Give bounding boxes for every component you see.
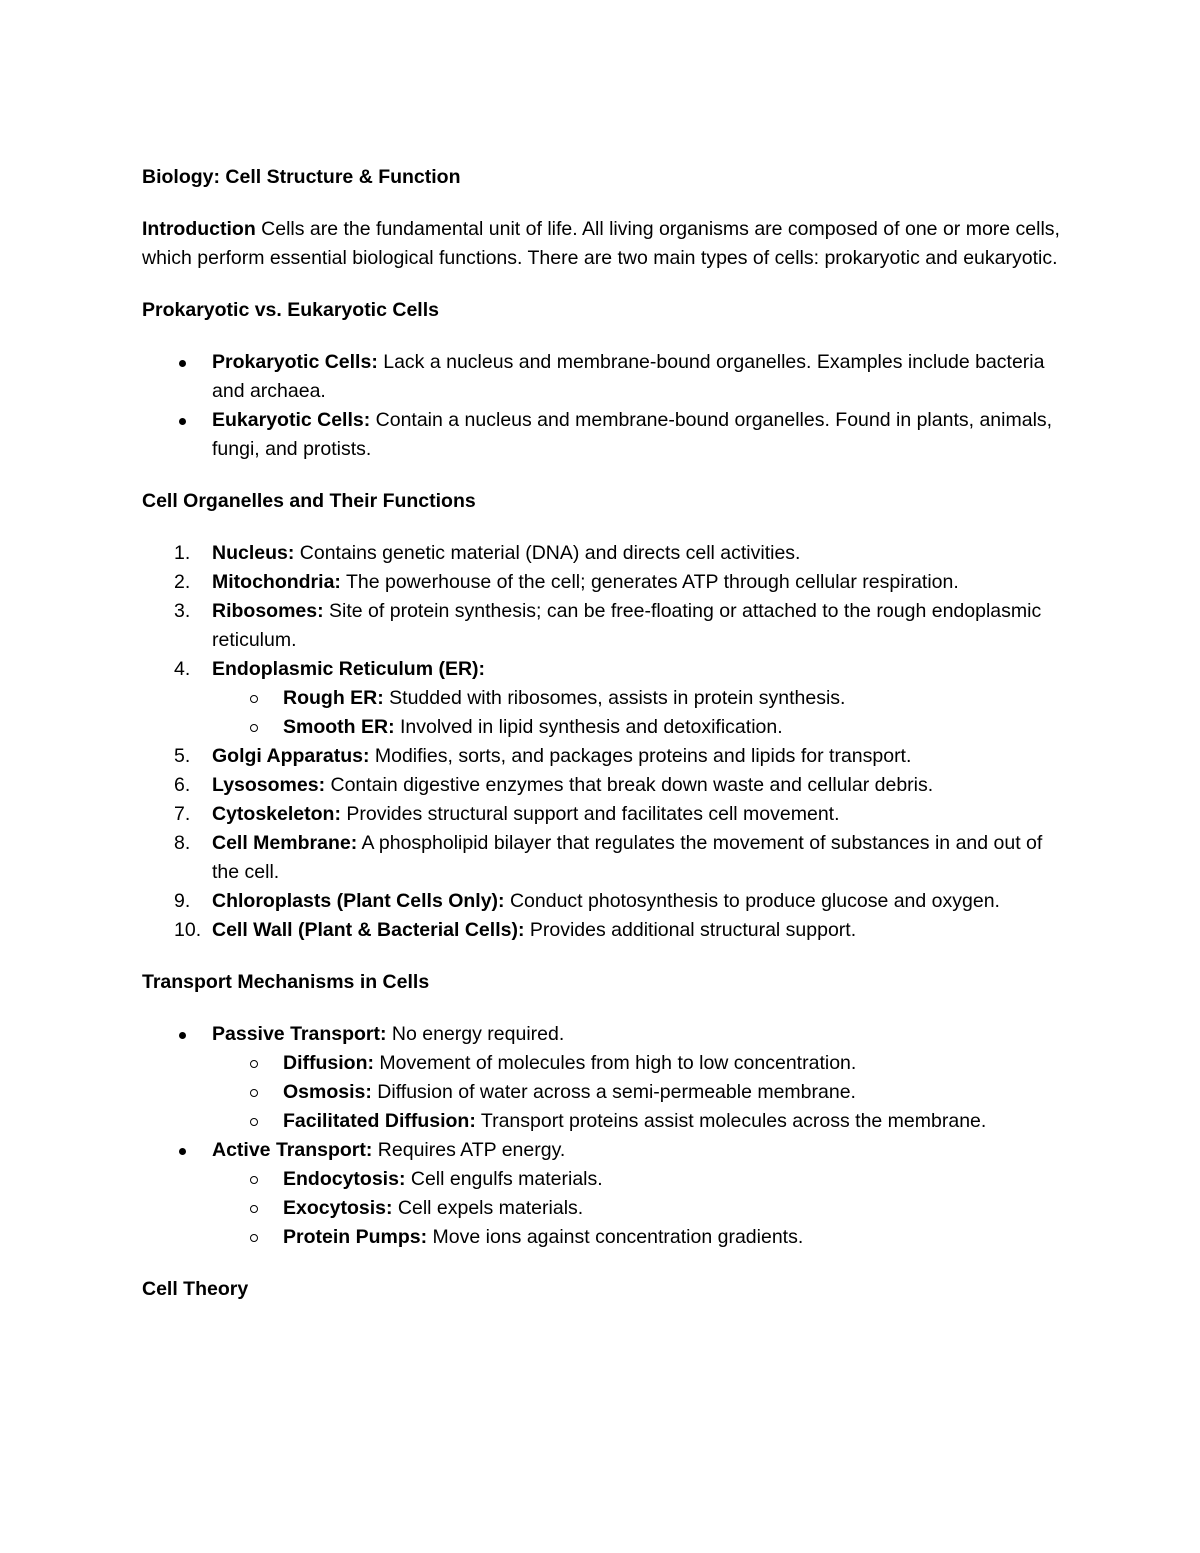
item-text: Site of protein synthesis; can be free-floating or attached to the rough endoplasmic reticulum. xyxy=(212,600,1042,651)
list-item xyxy=(142,771,1060,800)
list-item xyxy=(142,916,1060,945)
item-number: 1. xyxy=(174,542,191,564)
list-item xyxy=(142,568,1060,597)
list-item xyxy=(142,829,1060,887)
item-label: Cell Wall (Plant & Bacterial Cells): xyxy=(212,919,525,941)
bullet-icon xyxy=(250,1089,258,1097)
item-number: 9. xyxy=(174,890,191,912)
item-label: Cytoskeleton: xyxy=(212,803,341,825)
bullet-icon xyxy=(250,724,258,732)
sub-list-item xyxy=(212,1107,1060,1136)
bullet-icon xyxy=(250,1234,258,1242)
item-label: Chloroplasts (Plant Cells Only): xyxy=(212,890,505,912)
er-sublist xyxy=(212,684,1060,742)
active-sublist xyxy=(212,1165,1060,1252)
bullet-icon xyxy=(179,1148,186,1155)
introduction-text: Cells are the fundamental unit of life. All living organisms are composed of one or more cells, which perform essential biological functions. There are two main types of cells: prokaryotic and eukaryotic. xyxy=(142,218,1060,269)
item-number: 3. xyxy=(174,600,191,622)
bullet-icon xyxy=(179,360,186,367)
item-label: Prokaryotic Cells: xyxy=(212,351,378,373)
sub-list-item xyxy=(212,1078,1060,1107)
cell-types-list xyxy=(142,348,1060,464)
bullet-icon xyxy=(179,418,186,425)
item-number: 8. xyxy=(174,832,191,854)
document-title: Biology: Cell Structure & Function xyxy=(142,166,461,188)
list-item xyxy=(142,742,1060,771)
item-label: Mitochondria: xyxy=(212,571,341,593)
bullet-icon xyxy=(250,1118,258,1126)
item-text: Provides additional structural support. xyxy=(524,919,857,941)
list-item xyxy=(142,1020,1060,1136)
item-label: Osmosis: xyxy=(283,1081,372,1103)
section-heading-cell-theory: Cell Theory xyxy=(142,1278,249,1300)
introduction-label: Introduction xyxy=(142,218,256,240)
section-heading-organelles: Cell Organelles and Their Functions xyxy=(142,490,476,512)
item-label: Golgi Apparatus: xyxy=(212,745,370,767)
sub-list-item xyxy=(212,684,1060,713)
transport-list xyxy=(142,1020,1060,1252)
item-text: Studded with ribosomes, assists in protein synthesis. xyxy=(383,687,846,709)
item-text: Cell engulfs materials. xyxy=(405,1168,603,1190)
item-number: 10. xyxy=(174,919,202,941)
item-number: 2. xyxy=(174,571,191,593)
item-label: Active Transport: xyxy=(212,1139,373,1161)
list-item xyxy=(142,800,1060,829)
item-text: Cell expels materials. xyxy=(392,1197,584,1219)
item-label: Passive Transport: xyxy=(212,1023,387,1045)
item-label: Facilitated Diffusion: xyxy=(283,1110,476,1132)
item-number: 6. xyxy=(174,774,191,796)
item-label: Rough ER: xyxy=(283,687,384,709)
list-item xyxy=(142,348,1060,406)
item-text: Modifies, sorts, and packages proteins and lipids for transport. xyxy=(369,745,912,767)
item-text: Contains genetic material (DNA) and directs cell activities. xyxy=(294,542,801,564)
list-item xyxy=(142,1136,1060,1252)
item-text: Contain a nucleus and membrane-bound organelles. Found in plants, animals, fungi, and protists. xyxy=(212,409,1053,460)
organelles-list xyxy=(142,539,1060,945)
item-number: 4. xyxy=(174,658,191,680)
item-text: The powerhouse of the cell; generates ATP through cellular respiration. xyxy=(340,571,959,593)
bullet-icon xyxy=(250,695,258,703)
item-label: Nucleus: xyxy=(212,542,295,564)
item-text: Provides structural support and facilitates cell movement. xyxy=(340,803,840,825)
list-item xyxy=(142,406,1060,464)
item-label: Ribosomes: xyxy=(212,600,324,622)
item-text: Conduct photosynthesis to produce glucose and oxygen. xyxy=(504,890,1000,912)
item-text: Contain digestive enzymes that break down waste and cellular debris. xyxy=(325,774,934,796)
item-label: Endocytosis: xyxy=(283,1168,406,1190)
list-item xyxy=(142,887,1060,916)
section-heading-cell-types: Prokaryotic vs. Eukaryotic Cells xyxy=(142,299,439,321)
item-text: Requires ATP energy. xyxy=(372,1139,566,1161)
list-item xyxy=(142,539,1060,568)
section-heading-transport: Transport Mechanisms in Cells xyxy=(142,971,430,993)
item-text: Transport proteins assist molecules across the membrane. xyxy=(475,1110,987,1132)
sub-list-item xyxy=(212,1049,1060,1078)
bullet-icon xyxy=(179,1032,186,1039)
bullet-icon xyxy=(250,1176,258,1184)
passive-sublist xyxy=(212,1049,1060,1136)
item-text: No energy required. xyxy=(386,1023,565,1045)
sub-list-item xyxy=(212,1194,1060,1223)
list-item xyxy=(142,597,1060,655)
list-item xyxy=(142,655,1060,742)
item-text: Involved in lipid synthesis and detoxification. xyxy=(394,716,783,738)
item-label: Cell Membrane: xyxy=(212,832,358,854)
item-text: Diffusion of water across a semi-permeable membrane. xyxy=(371,1081,856,1103)
item-text: Movement of molecules from high to low concentration. xyxy=(373,1052,857,1074)
introduction-paragraph xyxy=(142,215,1060,273)
item-label: Protein Pumps: xyxy=(283,1226,428,1248)
item-text: Lack a nucleus and membrane-bound organelles. Examples include bacteria and archaea. xyxy=(212,351,1045,402)
sub-list-item xyxy=(212,1165,1060,1194)
item-label: Endoplasmic Reticulum (ER): xyxy=(212,658,486,680)
bullet-icon xyxy=(250,1060,258,1068)
sub-list-item xyxy=(212,1223,1060,1252)
item-number: 5. xyxy=(174,745,191,767)
sub-list-item xyxy=(212,713,1060,742)
bullet-icon xyxy=(250,1205,258,1213)
item-text: A phospholipid bilayer that regulates the movement of substances in and out of the cell. xyxy=(212,832,1043,883)
item-text: Move ions against concentration gradients. xyxy=(427,1226,804,1248)
item-label: Lysosomes: xyxy=(212,774,326,796)
item-label: Eukaryotic Cells: xyxy=(212,409,371,431)
item-number: 7. xyxy=(174,803,191,825)
item-label: Diffusion: xyxy=(283,1052,374,1074)
item-label: Exocytosis: xyxy=(283,1197,393,1219)
item-label: Smooth ER: xyxy=(283,716,395,738)
